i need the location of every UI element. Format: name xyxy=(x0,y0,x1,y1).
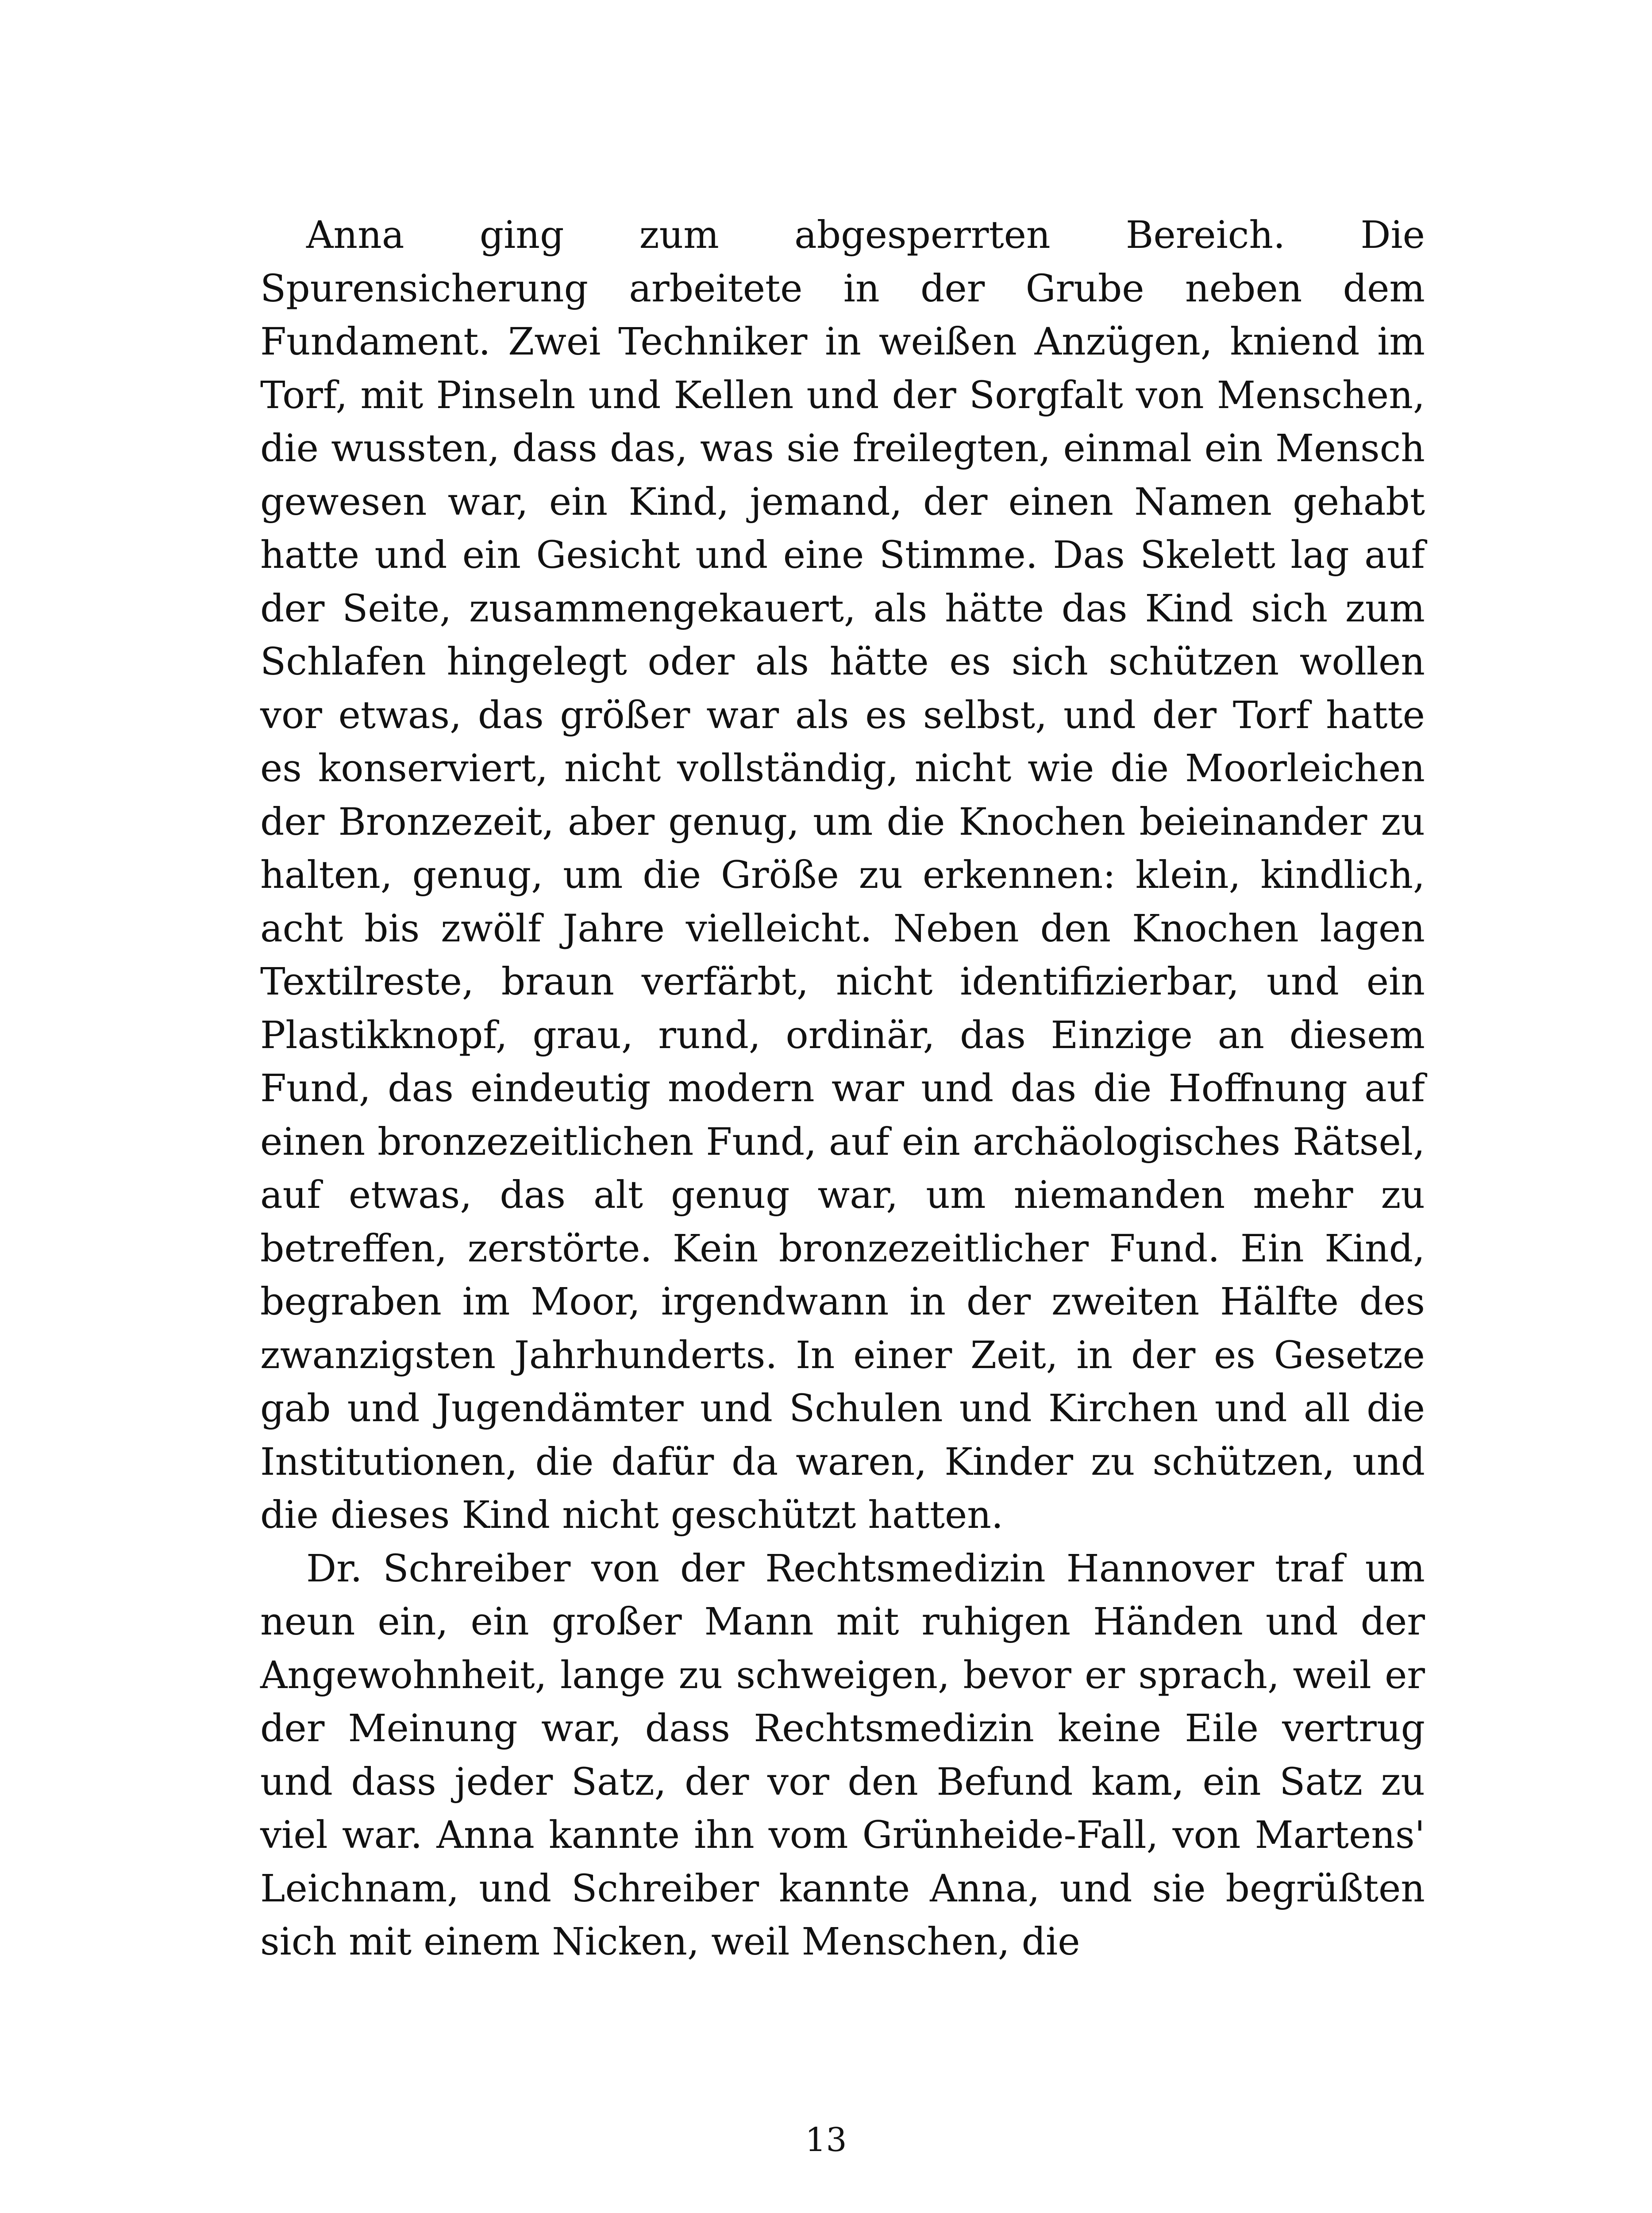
paragraph-2: Dr. Schreiber von der Rechtsmedizin Hannover traf um neun ein, ein großer Mann mit ruhigen Händen und der Angewohnheit, lange zu schweigen, bevor er sprach, weil er der Meinung war, dass Rechtsmedizin keine Eile vertrug und dass jeder Satz, der vor den Befund kam, ein Satz zu viel war. Anna kannte ihn vom Grünheide-Fall, von Martens' Leichnam, und Schreiber kannte Anna, und sie begrüßten sich mit einem Nicken, weil Menschen, die xyxy=(260,1546,1425,1964)
paragraph-1: Anna ging zum abgesperrten Bereich. Die Spurensicherung arbeitete in der Grube neben dem Fundament. Zwei Techniker in weißen Anzügen, kniend im Torf, mit Pinseln und Kellen und der Sorgfalt von Menschen, die wussten, dass das, was sie freilegten, einmal ein Mensch gewesen war, ein Kind, jemand, der einen Namen gehabt hatte und ein Gesicht und eine Stimme. Das Skelett lag auf der Seite, zusammengekauert, als hätte das Kind sich zum Schlafen hingelegt oder als hätte es sich schützen wollen vor etwas, das größer war als es selbst, und der Torf hatte es konserviert, nicht vollständig, nicht wie die Moorleichen der Bronzezeit, aber genug, um die Knochen beieinander zu halten, genug, um die Größe zu erkennen: klein, kindlich, acht bis zwölf Jahre vielleicht. Neben den Knochen lagen Textilreste, braun verfärbt, nicht identifizierbar, und ein Plastikknopf, grau, rund, ordinär, das Einzige an diesem Fund, das eindeutig modern war und das die Hoffnung auf einen bronzezeitlichen Fund, auf ein archäologisches Rätsel, auf etwas, das alt genug war, um niemanden mehr zu betreffen, zerstörte. Kein bronzezeitlicher Fund. Ein Kind, begraben im Moor, irgendwann in der zweiten Hälfte des zwanzigsten Jahrhunderts. In einer Zeit, in der es Gesetze gab und Jugendämter und Schulen und Kirchen und all die Institutionen, die dafür da waren, Kinder zu schützen, und die dieses Kind nicht geschützt hatten. xyxy=(260,213,1425,1537)
body-text xyxy=(260,209,1425,1969)
page-number: 13 xyxy=(805,2121,847,2159)
